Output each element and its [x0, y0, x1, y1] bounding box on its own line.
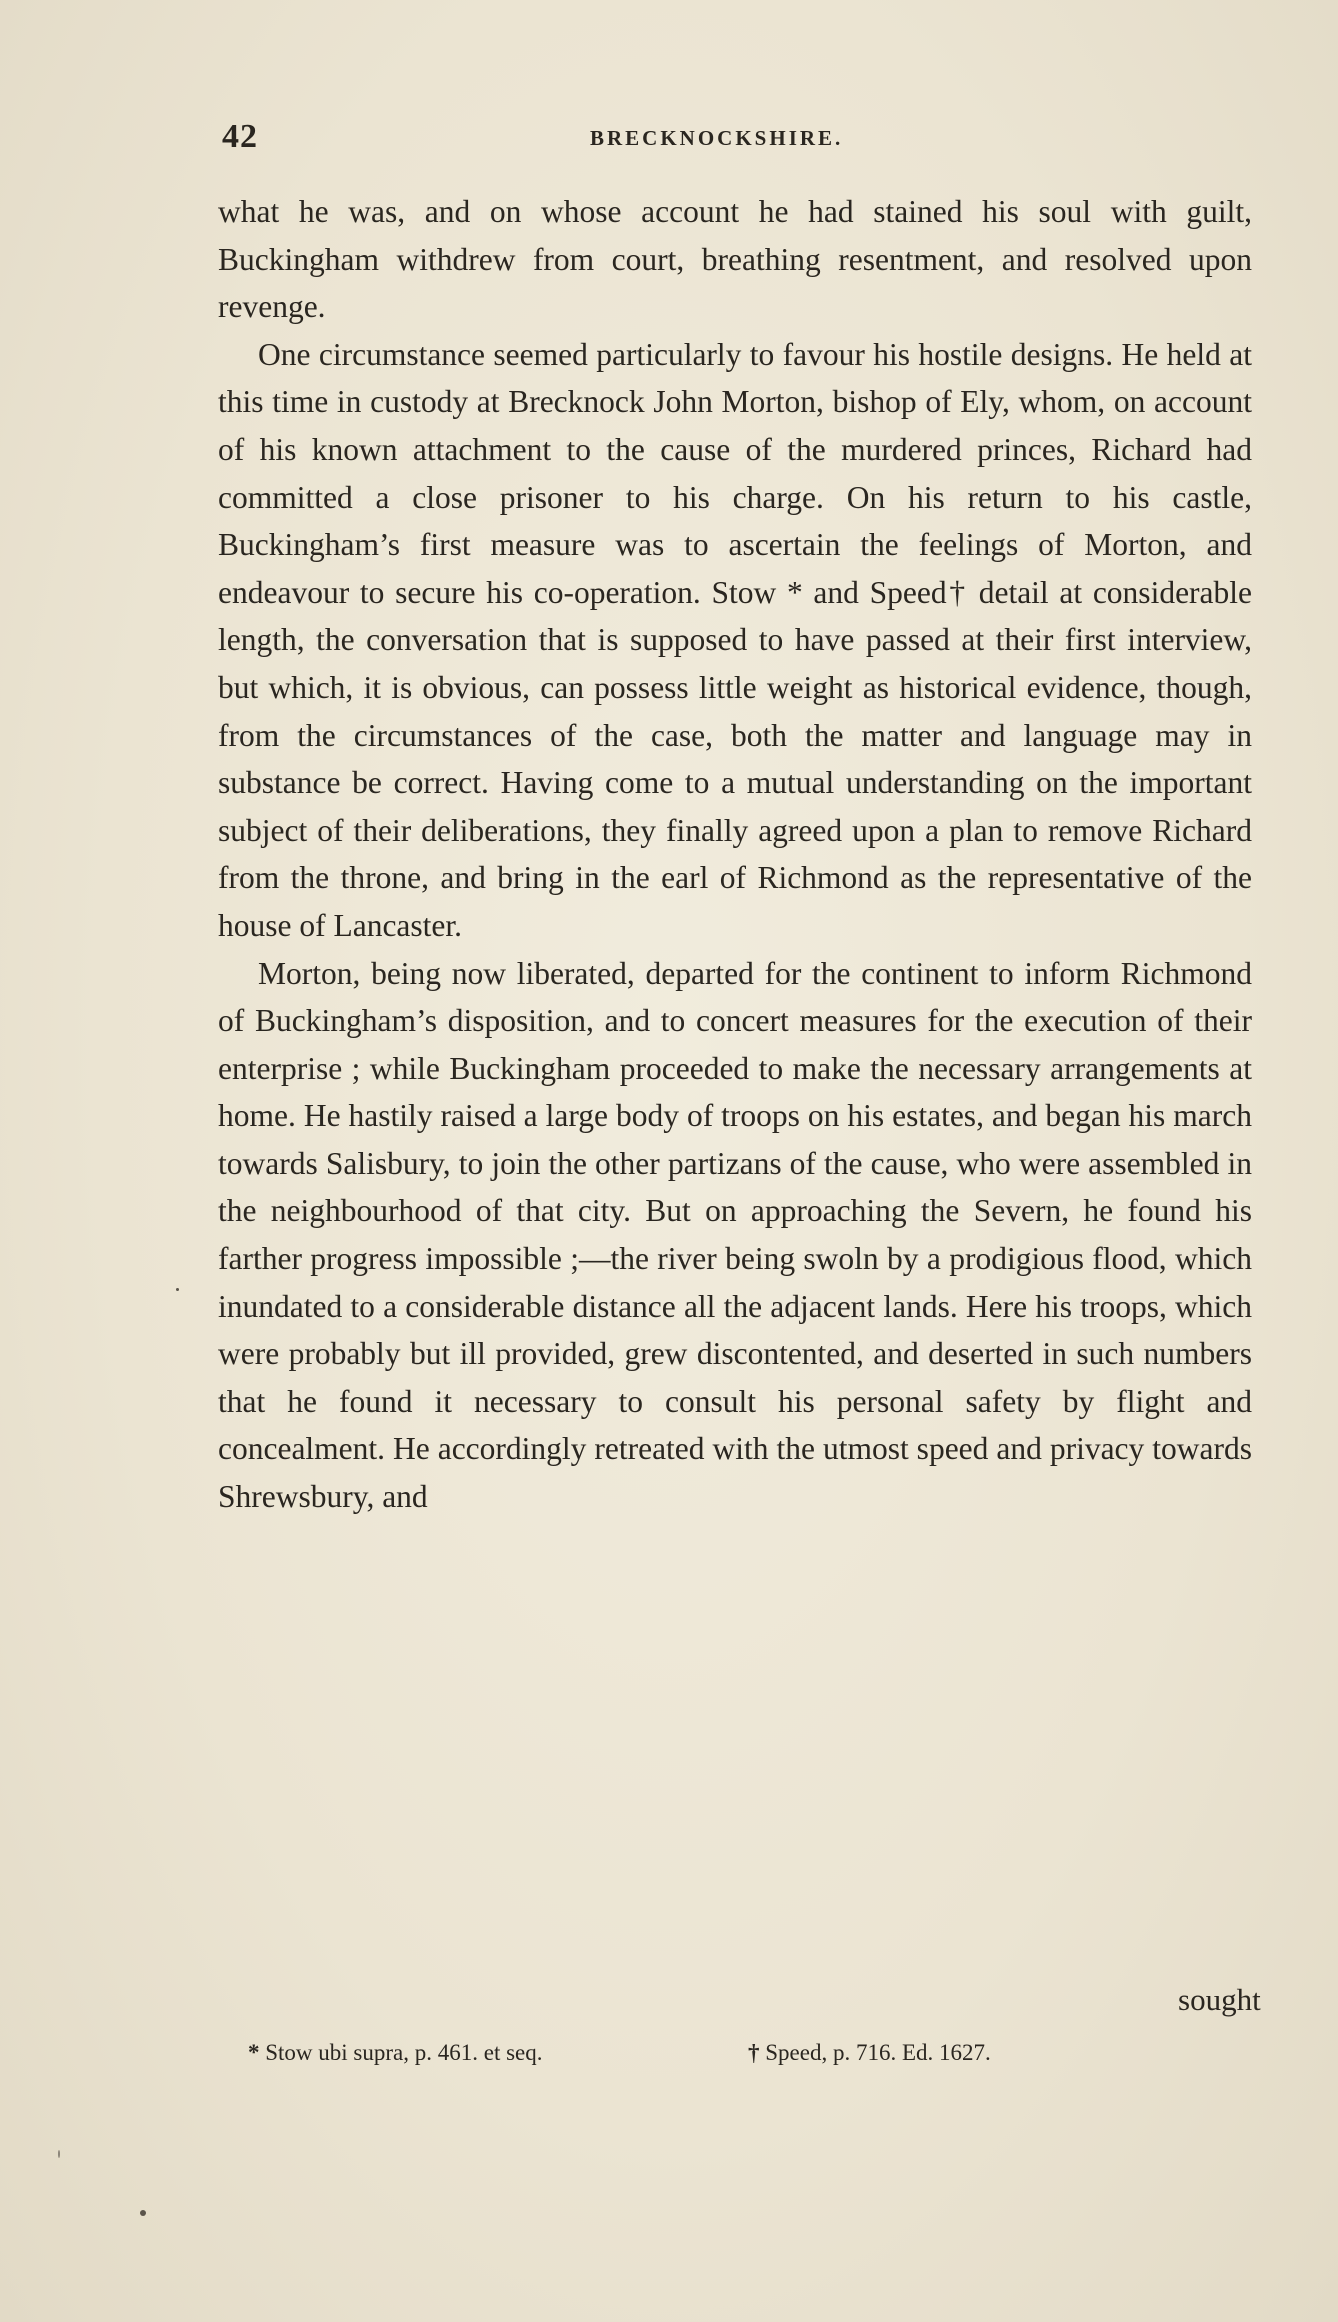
- paper-speck: [58, 2150, 60, 2158]
- footnote-mark-asterisk: *: [248, 2040, 260, 2065]
- page-number: 42: [222, 118, 258, 155]
- footnote-mark-dagger: †: [748, 2040, 760, 2065]
- catchword: sought: [1178, 1982, 1261, 2017]
- paragraph-2: One circumstance seemed particularly to favour his hostile designs. He held at this time in custody at Brecknock John Morton, bishop of Ely, whom, on account of his known attachment to the cause of the murdered princes, Richard had committed a close prisoner to his charge. On his return to his castle, Buckingham’s first measure was to ascertain the feelings of Morton, and endeavour to secure his co-operation. Stow * and Speed† detail at considerable length, the conversation that is supposed to have passed at their first interview, but which, it is obvious, can possess little weight as historical evidence, though, from the circumstances of the case, both the matter and language may in substance be correct. Having come to a mutual understanding on the important subject of their deliberations, they finally agreed upon a plan to remove Richard from the throne, and bring in the earl of Richmond as the representative of the house of Lancaster.: [218, 336, 1252, 943]
- page-header: [222, 112, 1242, 162]
- running-head: BRECKNOCKSHIRE.: [590, 126, 844, 150]
- paragraph-3: Morton, being now liberated, departed for the continent to inform Richmond of Buckingham’s disposition, and to concert measures for the execution of their enterprise ; while Buckingham proceeded to make the necessary arrangements at home. He hastily raised a large body of troops on his estates, and began his march towards Salisbury, to join the other partizans of the cause, who were assembled in the neighbourhood of that city. But on approaching the Severn, he found his farther progress impossible ;—the river being swoln by a prodigious flood, which inundated to a considerable distance all the adjacent lands. Here his troops, which were probably but ill provided, grew discontented, and deserted in such numbers that he found it necessary to consult his personal safety by flight and concealment. He accordingly retreated with the utmost speed and privacy towards Shrewsbury, and: [218, 955, 1252, 1515]
- body-text: [218, 188, 1252, 1521]
- paper-speck: [140, 2210, 146, 2216]
- footnote-stow: [248, 2040, 543, 2066]
- paragraph-1: what he was, and on whose account he had stained his soul with guilt, Buckingham withdrew from court, breathing resentment, and resolved upon revenge.: [218, 194, 1252, 325]
- footnote-speed: [748, 2040, 991, 2066]
- footnote-speed-text: Speed, p. 716. Ed. 1627.: [765, 2040, 991, 2065]
- footnote-stow-text: Stow ubi supra, p. 461. et seq.: [265, 2040, 543, 2065]
- paper-speck: [176, 1288, 179, 1291]
